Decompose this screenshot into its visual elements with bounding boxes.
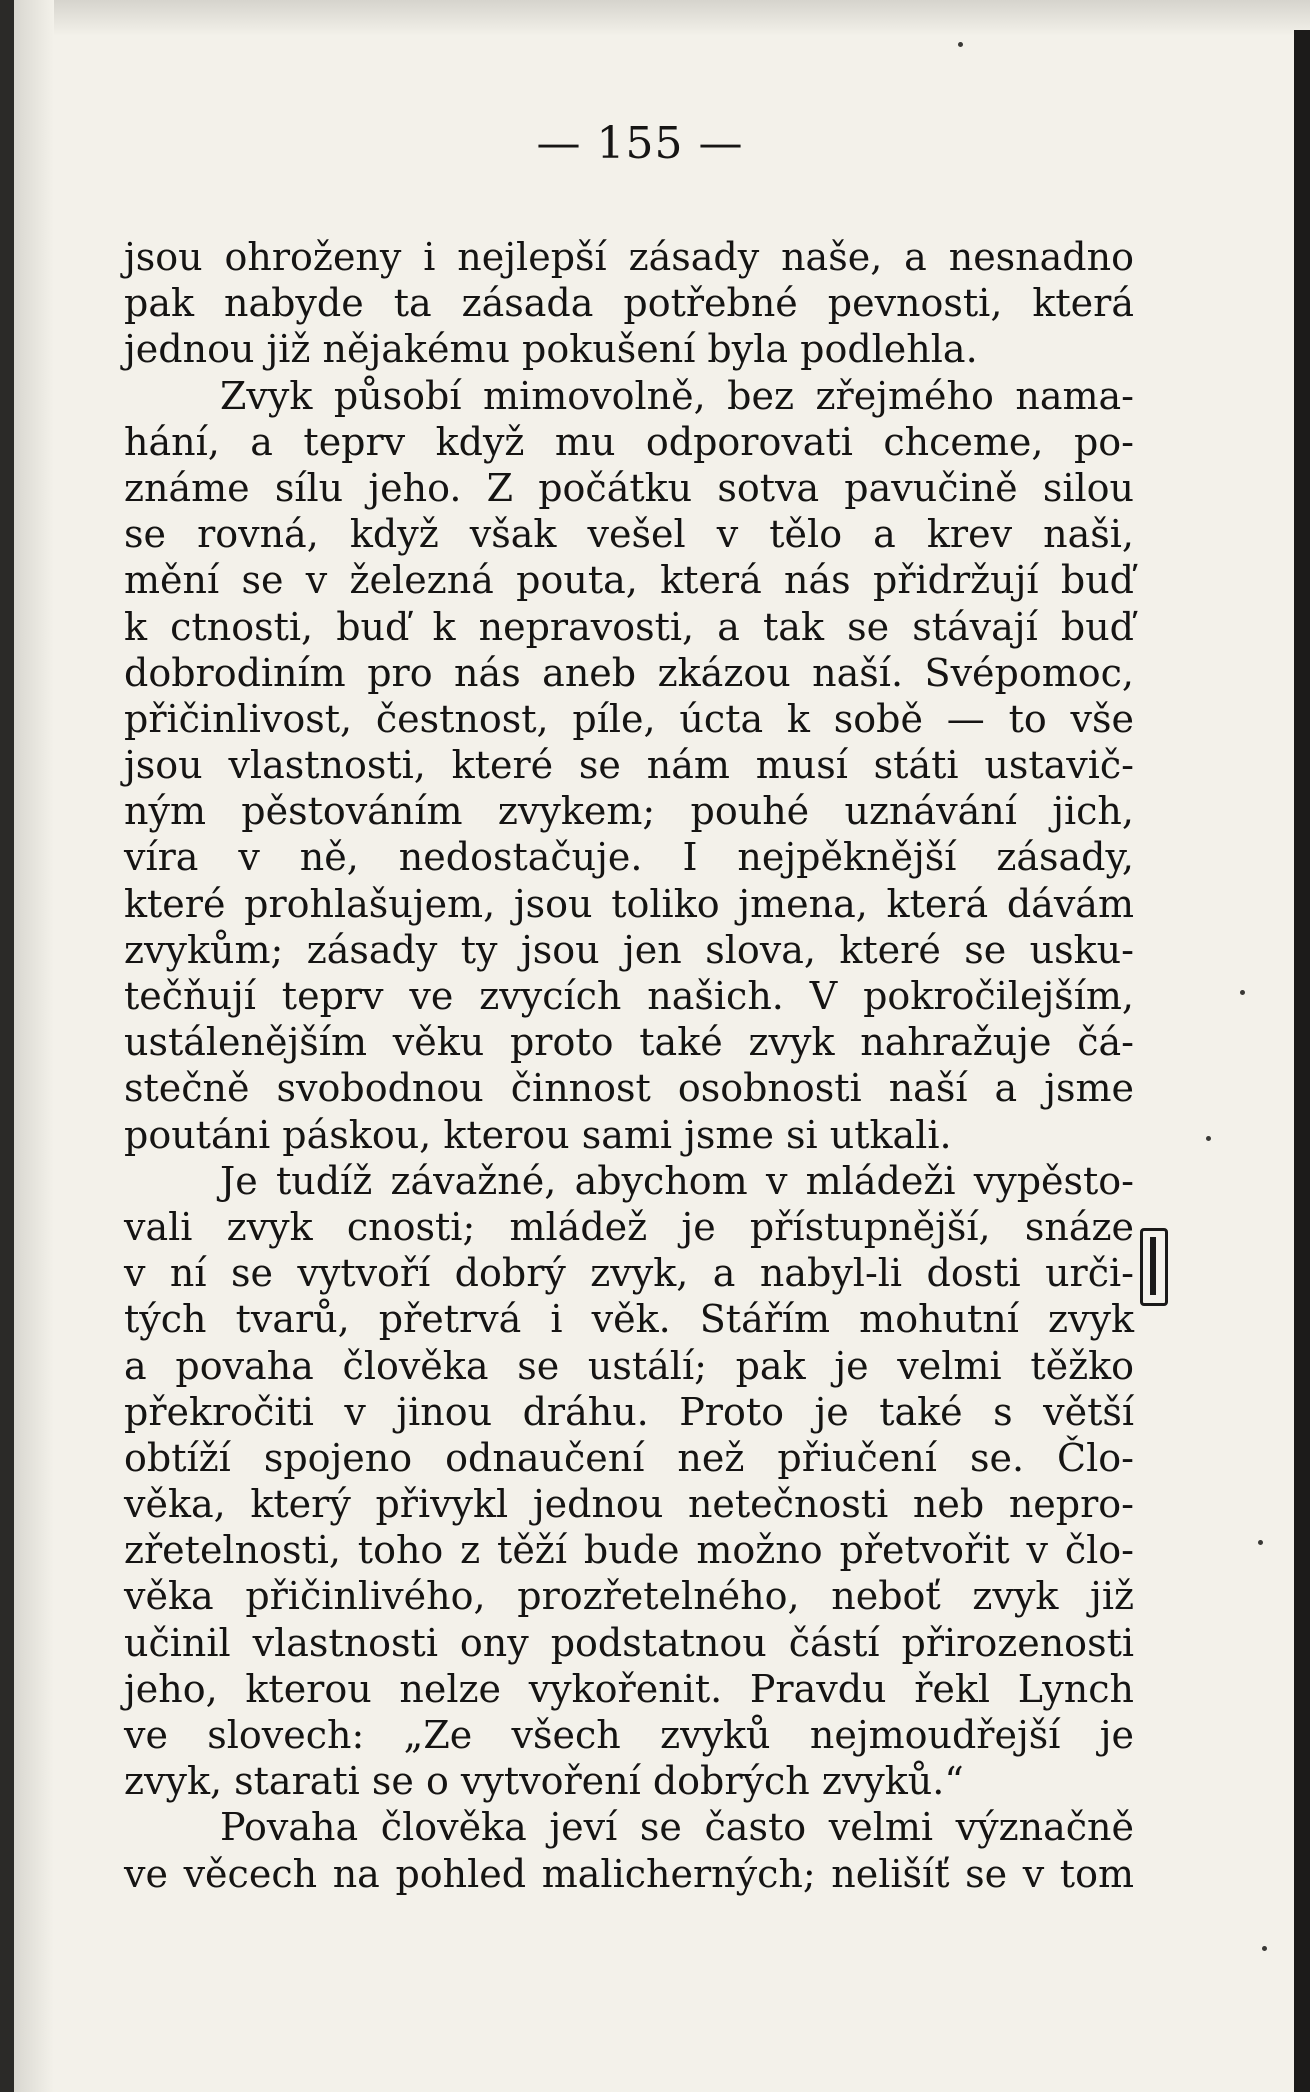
text-line: zvyk, starati se o vytvoření dobrých zvyků.“ xyxy=(124,1759,964,1804)
text-line: překročiti v jinou dráhu. Proto je také s větší xyxy=(124,1389,1134,1434)
page-number: — 155 — xyxy=(536,118,744,169)
text-line: Zvyk působí mimovolně, bez zřejmého nama- xyxy=(220,373,1134,418)
text-line: hání, a teprv když mu odporovati chceme, po- xyxy=(124,419,1134,464)
text-line: tečňují teprv ve zvycích našich. V pokročilejším, xyxy=(124,974,1134,1018)
text-line: stečně svobodnou činnost osobnosti naší a jsme xyxy=(124,1066,1134,1111)
paper-speck xyxy=(1262,1946,1267,1951)
text-line: Je tudíž závažné, abychom v mládeži vypěsto- xyxy=(220,1158,1134,1203)
body-text xyxy=(124,234,1134,1897)
text-line: obtíží spojeno odnaučení než přiučení se. Člo- xyxy=(124,1435,1134,1480)
text-line: ným pěstováním zvykem; pouhé uznávání jich, xyxy=(124,789,1134,834)
binding-shadow xyxy=(0,0,14,2092)
bookmark-clip-icon xyxy=(1140,1228,1168,1306)
gutter xyxy=(14,0,54,2092)
text-line: které prohlašujem, jsou toliko jmena, která dávám xyxy=(124,881,1134,926)
paper-speck xyxy=(1240,990,1245,995)
text-line: ve slovech: „Ze všech zvyků nejmoudřejší je xyxy=(124,1713,1134,1757)
text-line: a povaha člověka se ustálí; pak je velmi těžko xyxy=(124,1343,1134,1388)
page-top-edge xyxy=(54,0,1310,36)
text-line: vali zvyk cnosti; mládež je přístupnější, snáze xyxy=(124,1204,1134,1249)
text-line: věka, který přivykl jednou netečnosti neb nepro- xyxy=(124,1482,1134,1527)
paper-speck xyxy=(1258,1540,1263,1545)
text-line: dobrodiním pro nás aneb zkázou naší. Svépomoc, xyxy=(124,650,1134,695)
text-line: ve věcech na pohled malicherných; nelišíť se v tom xyxy=(124,1851,1134,1896)
text-line: jednou již nějakému pokušení byla podlehla. xyxy=(124,327,978,372)
text-line: víra v ně, nedostačuje. I nejpěknější zásady, xyxy=(124,835,1134,880)
text-line: pak nabyde ta zásada potřebné pevnosti, která xyxy=(124,281,1134,326)
text-line: k ctnosti, buď k nepravosti, a tak se stávají buď xyxy=(124,604,1134,649)
text-line: mění se v železná pouta, která nás přidržují buď xyxy=(124,558,1134,603)
text-line: tých tvarů, přetrvá i věk. Stářím mohutní zvyk xyxy=(124,1297,1134,1342)
text-line: poutáni páskou, kterou sami jsme si utkali. xyxy=(124,1112,952,1157)
paper-speck xyxy=(1206,1136,1211,1141)
text-line: jeho, kterou nelze vykořenit. Pravdu řekl Lynch xyxy=(124,1666,1134,1711)
text-line: jsou vlastnosti, které se nám musí státi ustavič- xyxy=(124,743,1134,788)
text-line: ustálenějším věku proto také zvyk nahražuje čá- xyxy=(124,1020,1134,1065)
text-line: učinil vlastnosti ony podstatnou částí přirozenosti xyxy=(124,1620,1134,1665)
text-line: v ní se vytvoří dobrý zvyk, a nabyl-li dosti urči- xyxy=(124,1251,1134,1296)
text-line: věka přičinlivého, prozřetelného, neboť zvyk již xyxy=(124,1574,1134,1619)
text-line: se rovná, když však vešel v tělo a krev naši, xyxy=(124,512,1134,557)
text-line: jsou ohroženy i nejlepší zásady naše, a nesnadno xyxy=(124,235,1134,279)
text-line: známe sílu jeho. Z počátku sotva pavučině silou xyxy=(124,465,1134,510)
page-right-edge xyxy=(1294,30,1310,2092)
text-line: zvykům; zásady ty jsou jen slova, které se usku- xyxy=(124,927,1134,972)
text-line: Povaha člověka jeví se často velmi význačně xyxy=(220,1805,1134,1850)
paper-speck xyxy=(958,42,963,47)
text-line: zřetelnosti, toho z těží bude možno přetvořit v člo- xyxy=(124,1528,1134,1573)
text-line: přičinlivost, čestnost, píle, úcta k sobě — to vše xyxy=(124,696,1134,741)
